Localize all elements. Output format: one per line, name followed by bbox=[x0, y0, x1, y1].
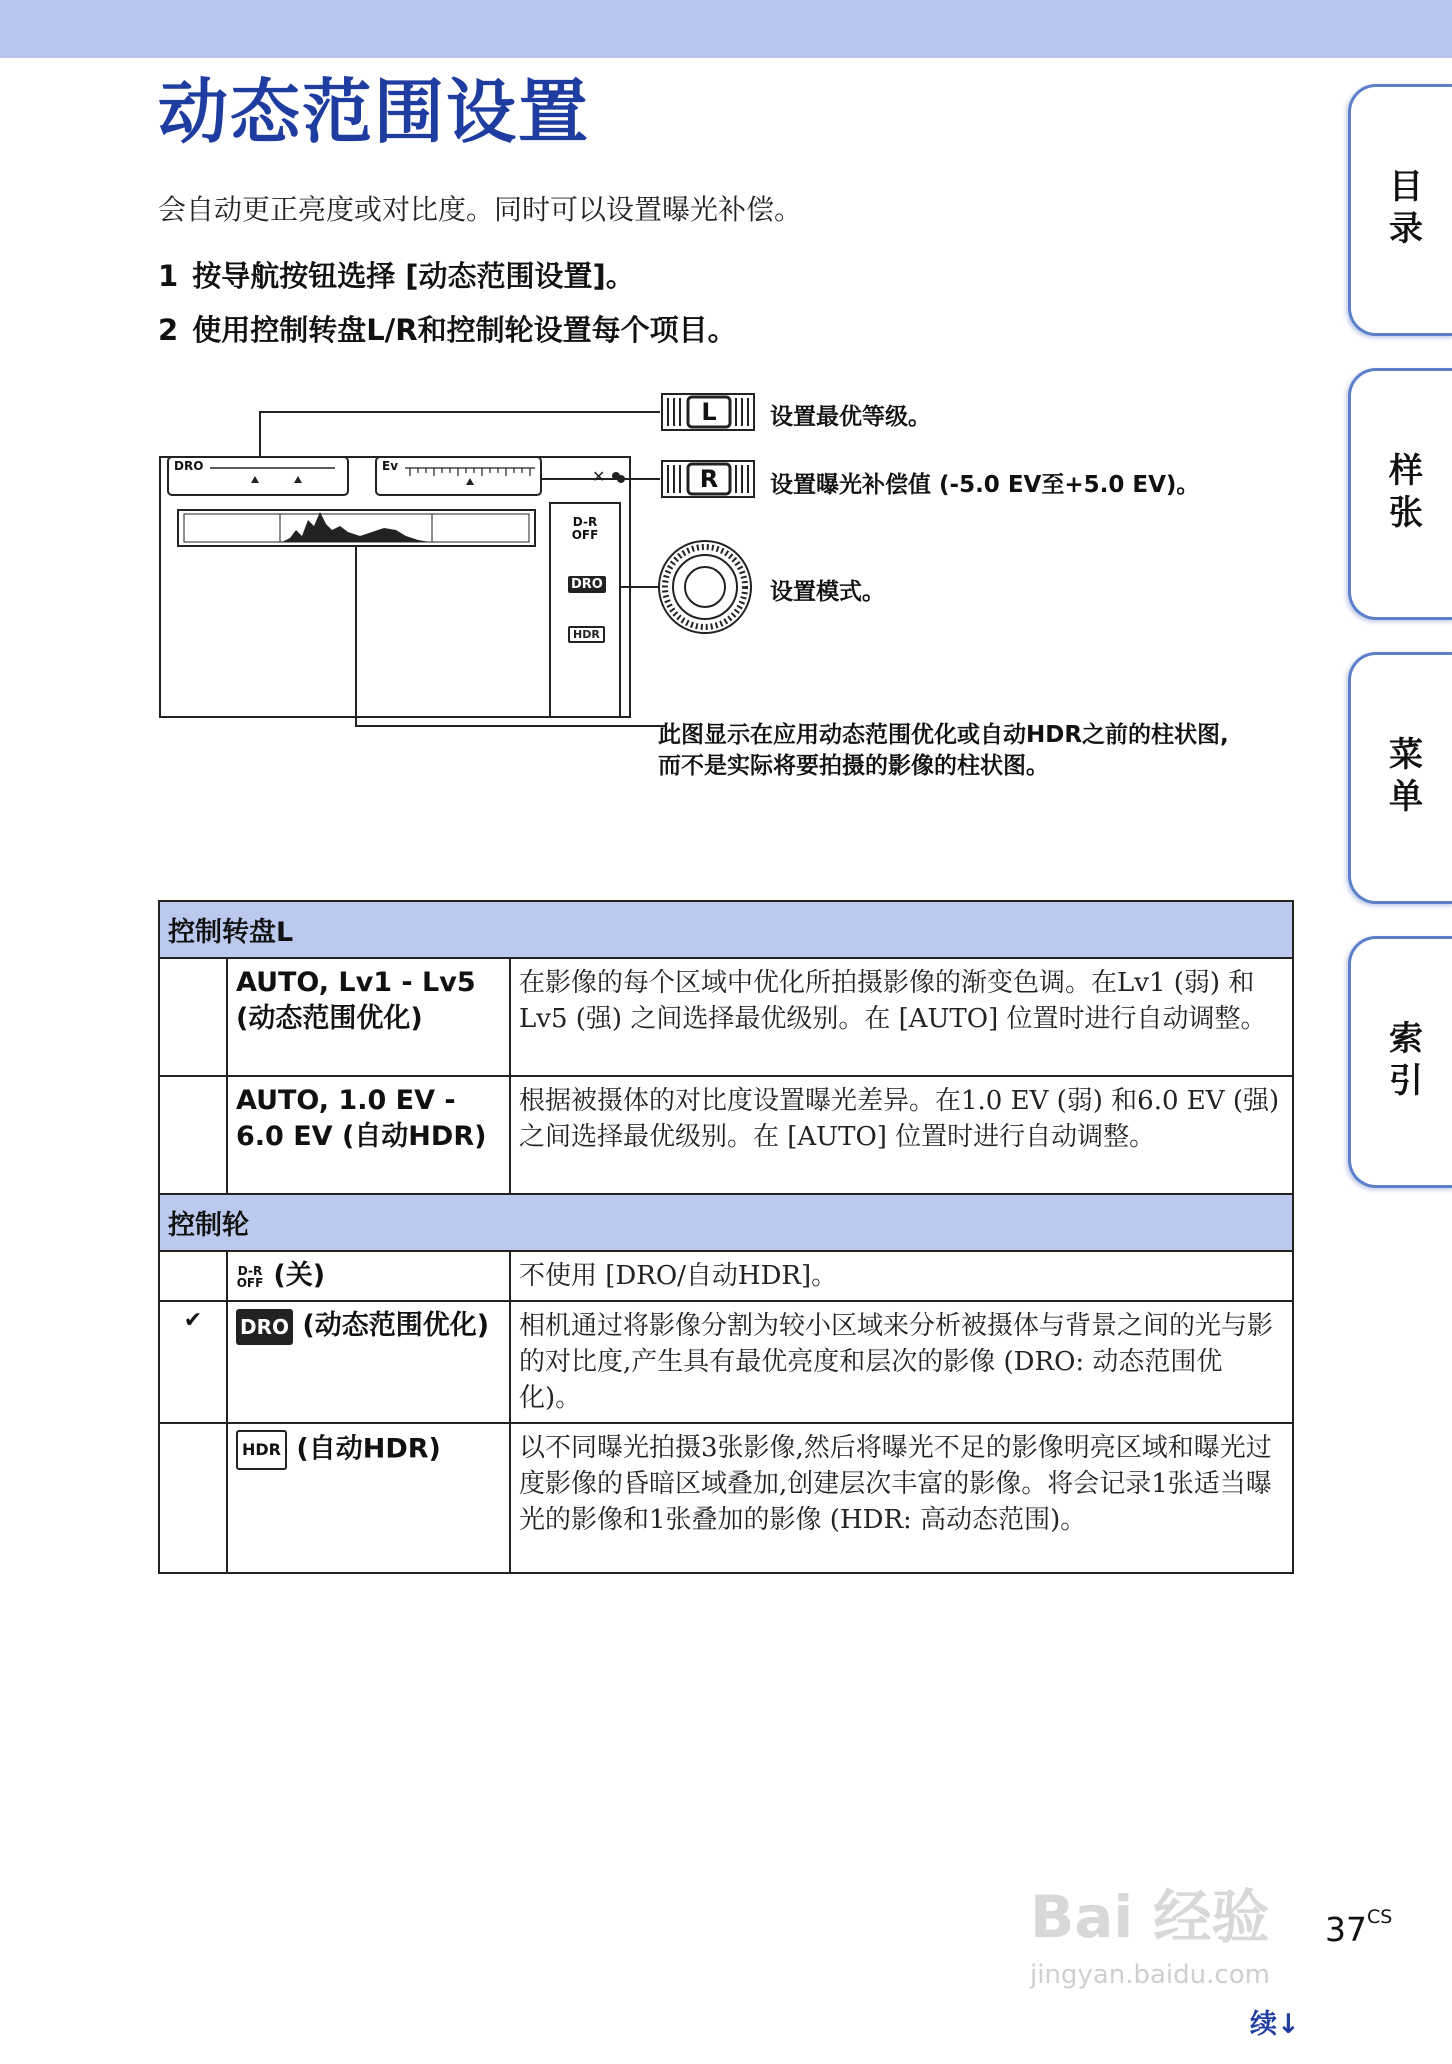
note-line: 而不是实际将要拍摄的影像的柱状图。 bbox=[658, 753, 1049, 779]
step-number: 2 bbox=[158, 313, 179, 347]
page-title: 动态范围设置 bbox=[158, 71, 590, 153]
tab-label: 样张 bbox=[1382, 452, 1423, 536]
hdr-mode-icon bbox=[568, 626, 605, 643]
watermark-logo: Bai 经验 bbox=[1030, 1883, 1270, 1951]
mark-cell bbox=[159, 1251, 227, 1301]
dr-off-icon: D-R OFF bbox=[236, 1263, 264, 1290]
mark-cell bbox=[159, 1076, 227, 1194]
item-cell bbox=[227, 1423, 510, 1573]
settings-table bbox=[158, 900, 1294, 1574]
hdr-icon-text: HDR bbox=[573, 628, 600, 641]
dr-off-icon bbox=[570, 516, 600, 542]
step-text: 按导航按钮选择 [动态范围设置]。 bbox=[192, 259, 635, 293]
control-wheel-icon bbox=[659, 541, 751, 633]
table-row bbox=[159, 1251, 1293, 1301]
item-cell: AUTO, 1.0 EV - 6.0 EV (自动HDR) bbox=[227, 1076, 510, 1194]
dr-off-text: D-R OFF bbox=[571, 515, 599, 542]
step-2 bbox=[158, 308, 737, 349]
dro-label: DRO bbox=[174, 459, 204, 473]
watermark-url: jingyan.baidu.com bbox=[1030, 1960, 1270, 1990]
callout-r-dial: 设置曝光补偿值 (-5.0 EV至+5.0 EV)。 bbox=[770, 472, 1200, 498]
page-suffix: CS bbox=[1367, 1906, 1393, 1928]
table-row bbox=[159, 958, 1293, 1076]
tab-label: 目录 bbox=[1382, 168, 1423, 252]
leader-l bbox=[260, 412, 660, 457]
section-title: 控制转盘L bbox=[159, 901, 1293, 958]
item-label: (自动HDR) bbox=[296, 1433, 441, 1465]
description-cell: 以不同曝光拍摄3张影像,然后将曝光不足的影像明亮区域和曝光过度影像的昏暗区域叠加,创建层次丰富的影像。将会记录1张适当曝光的影像和1张叠加的影像 (HDR: 高动态范围)。 bbox=[510, 1423, 1293, 1573]
tab-samples[interactable] bbox=[1348, 368, 1452, 620]
item-label: (关) bbox=[273, 1260, 326, 1291]
continue-link[interactable]: 续↓ bbox=[1250, 2009, 1300, 2040]
callout-wheel: 设置模式。 bbox=[770, 579, 885, 605]
note-line: 此图显示在应用动态范围优化或自动HDR之前的柱状图, bbox=[658, 722, 1229, 748]
description-cell: 不使用 [DRO/自动HDR]。 bbox=[510, 1251, 1293, 1301]
tab-menu[interactable] bbox=[1348, 652, 1452, 904]
histogram-note bbox=[658, 720, 1229, 782]
dro-icon: DRO bbox=[236, 1309, 293, 1345]
tab-index[interactable] bbox=[1348, 936, 1452, 1188]
step-1 bbox=[158, 254, 635, 295]
l-dial-letter: L bbox=[701, 398, 717, 426]
intro-text: 会自动更正亮度或对比度。同时可以设置曝光补偿。 bbox=[158, 193, 803, 226]
top-band bbox=[0, 0, 1452, 58]
recommended-check-icon: ✔ bbox=[159, 1301, 227, 1423]
item-cell: AUTO, Lv1 - Lv5 (动态范围优化) bbox=[227, 958, 510, 1076]
table-row bbox=[159, 1423, 1293, 1573]
page-number-value: 37 bbox=[1325, 1910, 1367, 1949]
description-cell: 相机通过将影像分割为较小区域来分析被摄体与背景之间的光与影的对比度,产生具有最优亮度和层次的影像 (DRO: 动态范围优化)。 bbox=[510, 1301, 1293, 1423]
description-cell: 根据被摄体的对比度设置曝光差异。在1.0 EV (弱) 和6.0 EV (强) 之间选择最优级别。在 [AUTO] 位置时进行自动调整。 bbox=[510, 1076, 1293, 1194]
tab-label: 索引 bbox=[1382, 1020, 1423, 1104]
dro-icon-text: DRO bbox=[571, 577, 603, 592]
table-row bbox=[159, 1076, 1293, 1194]
svg-text:✕: ✕ bbox=[592, 467, 606, 486]
table-section-header bbox=[159, 1194, 1293, 1251]
camera-screen-diagram bbox=[150, 380, 1300, 800]
mark-cell bbox=[159, 958, 227, 1076]
section-title: 控制轮 bbox=[159, 1194, 1293, 1251]
description-cell: 在影像的每个区域中优化所拍摄影像的渐变色调。在Lv1 (弱) 和Lv5 (强) 之间选择最优级别。在 [AUTO] 位置时进行自动调整。 bbox=[510, 958, 1293, 1076]
callout-l-dial: 设置最优等级。 bbox=[770, 404, 931, 430]
hdr-icon: HDR bbox=[236, 1430, 287, 1470]
ev-label: Ev bbox=[382, 459, 399, 473]
table-row bbox=[159, 1301, 1293, 1423]
r-dial-letter: R bbox=[699, 465, 719, 493]
tab-contents[interactable] bbox=[1348, 84, 1452, 336]
page-number bbox=[1325, 1906, 1393, 1949]
mark-cell bbox=[159, 1423, 227, 1573]
table-section-header bbox=[159, 901, 1293, 958]
item-label: (动态范围优化) bbox=[302, 1310, 490, 1341]
item-cell bbox=[227, 1301, 510, 1423]
step-text: 使用控制转盘L/R和控制轮设置每个项目。 bbox=[192, 313, 737, 347]
dro-mode-icon bbox=[568, 576, 606, 593]
item-cell bbox=[227, 1251, 510, 1301]
step-number: 1 bbox=[158, 259, 179, 293]
tab-label: 菜单 bbox=[1382, 736, 1423, 820]
